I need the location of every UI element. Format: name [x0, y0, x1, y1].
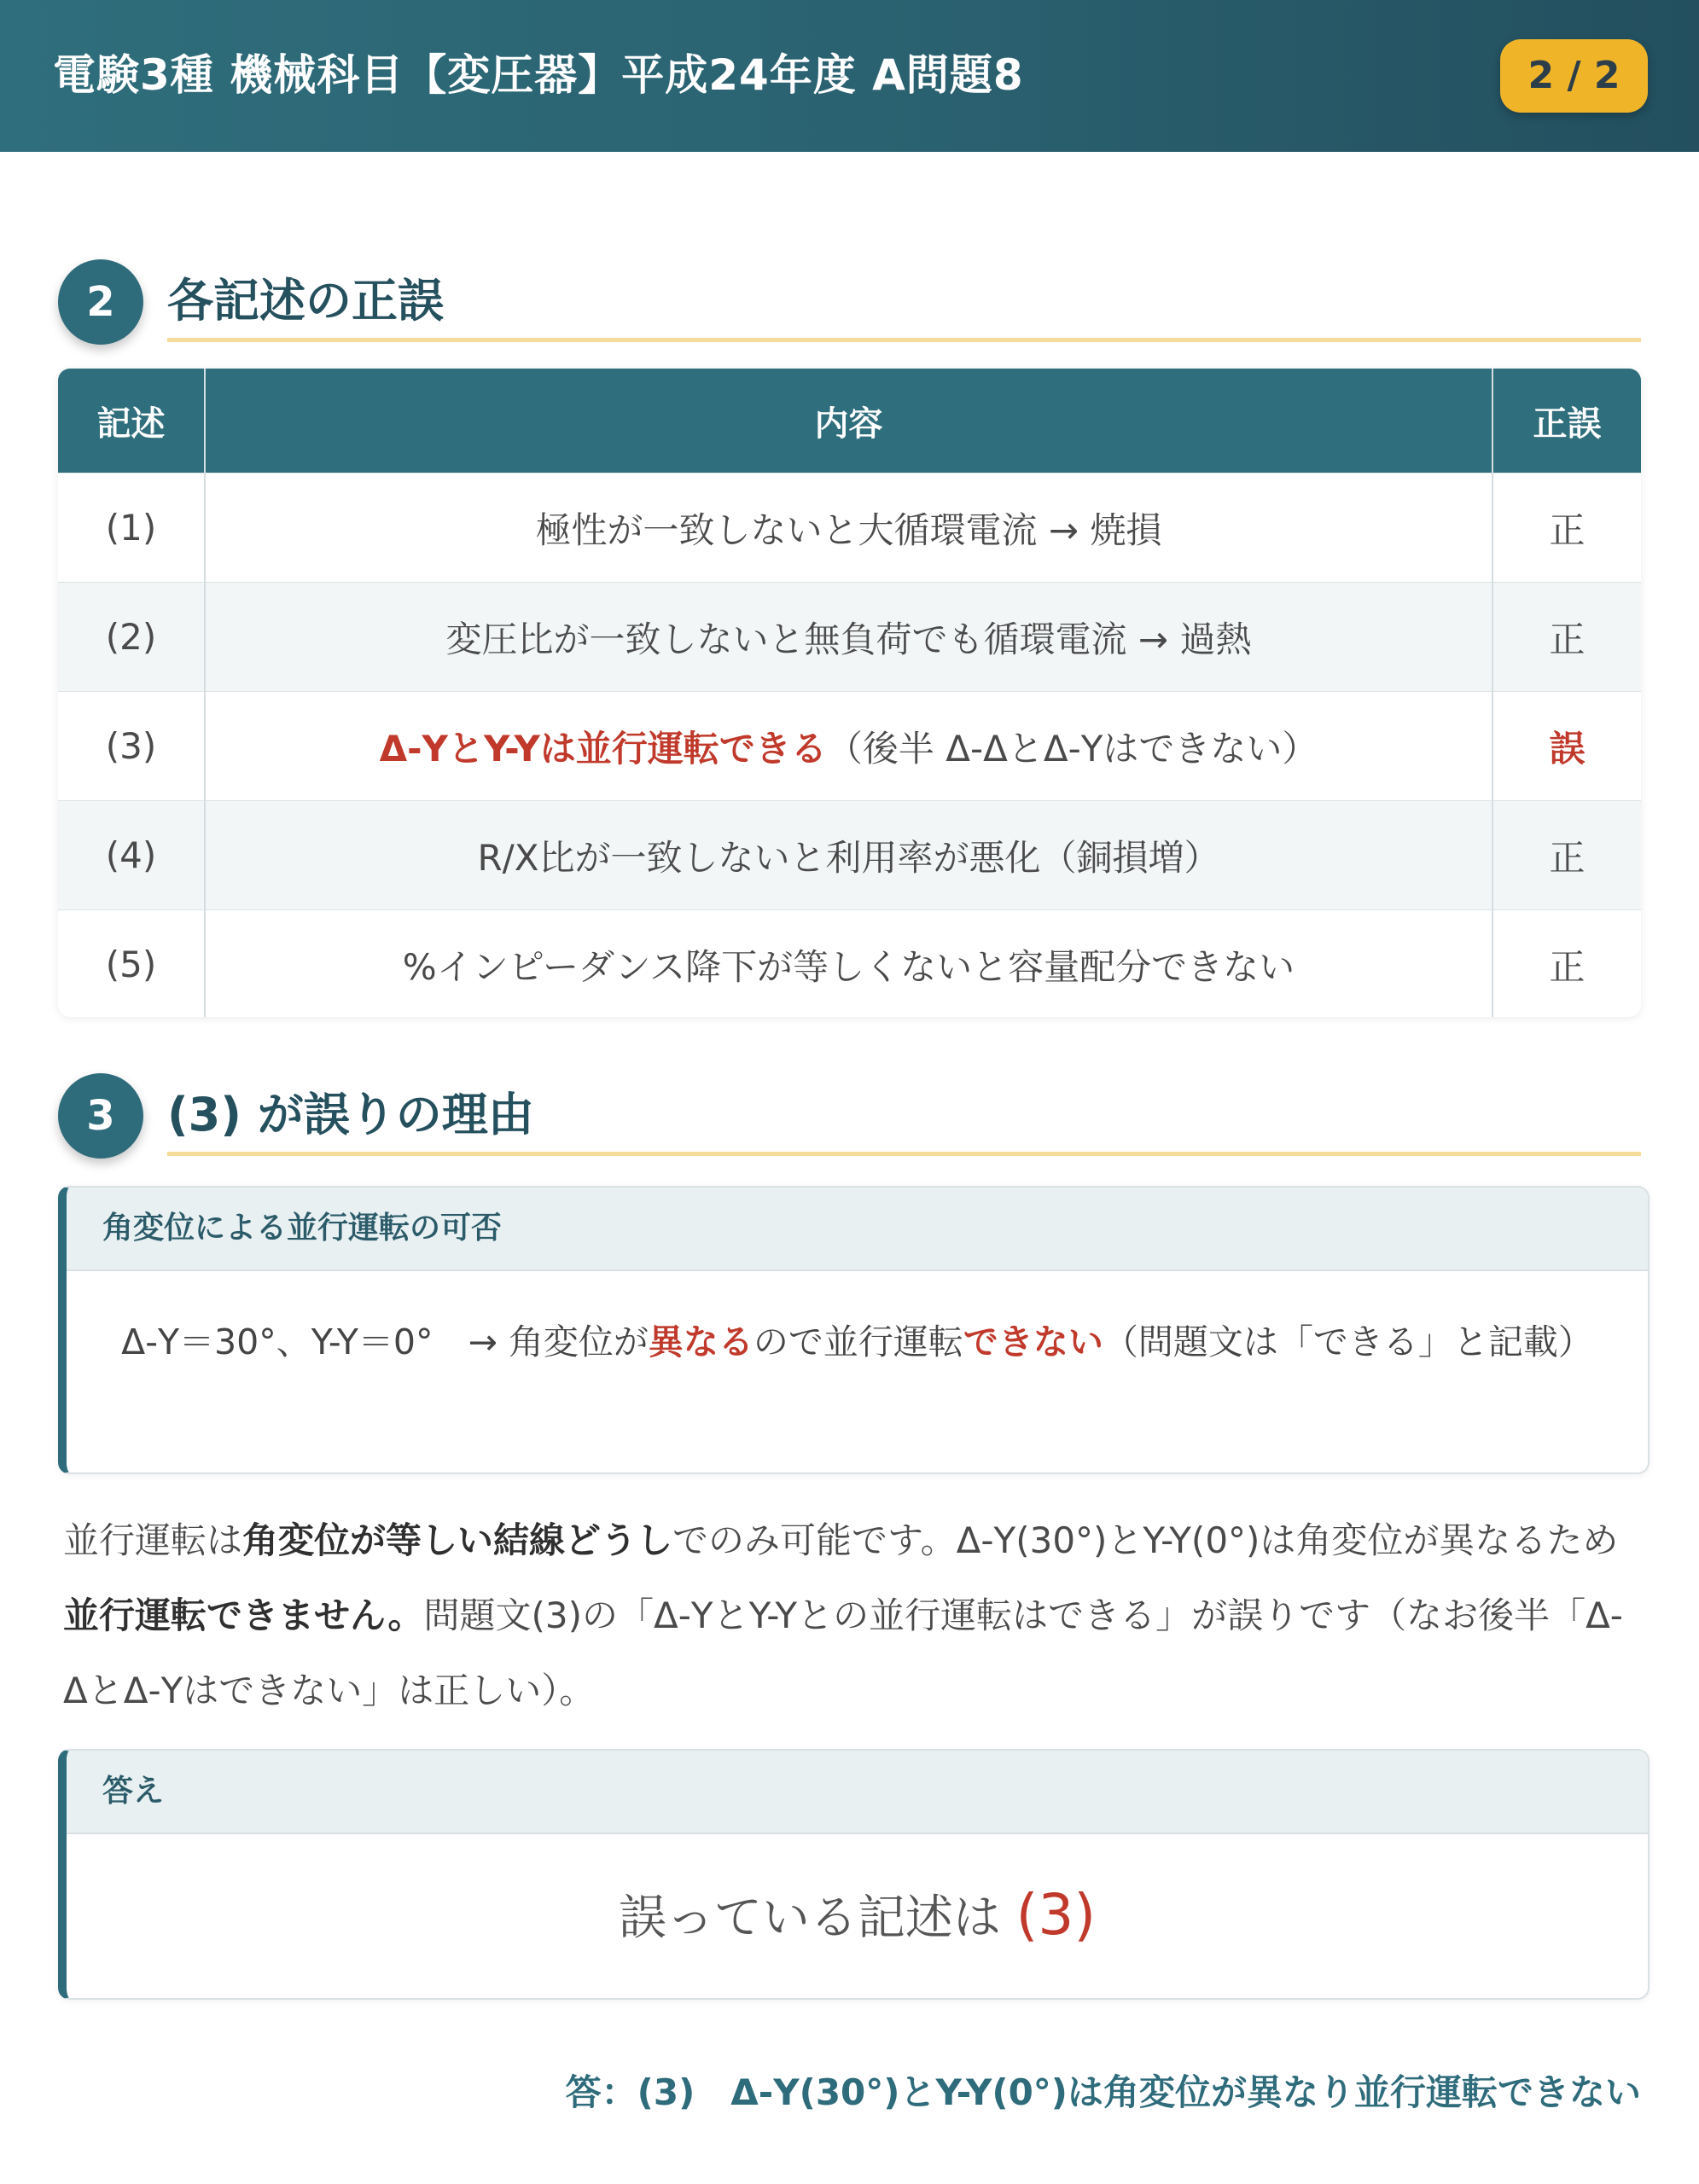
statement-content: %インピーダンス降下が等しくないと容量配分できない: [205, 910, 1492, 1018]
emphasis-text: 異なる: [648, 1321, 753, 1362]
phase-displacement-box: [58, 1186, 1650, 1474]
col-header-verdict: 正誤: [1492, 369, 1641, 473]
section-number-badge: 3: [58, 1073, 143, 1159]
statement-number: (2): [58, 583, 205, 692]
explanation-paragraph: [63, 1503, 1633, 1728]
statement-content: 極性が一致しないと大循環電流 → 焼損: [205, 473, 1492, 583]
bold-text: 角変位が等しい結線どうし: [242, 1519, 673, 1561]
page-title: 電験3種 機械科目【変圧器】平成24年度 A問題8: [53, 50, 1024, 100]
answer-text: 誤っている記述は: [618, 1891, 1016, 1946]
header-bar: [0, 0, 1699, 152]
section-divider: [167, 338, 1641, 342]
statement-verdict: 正: [1492, 910, 1641, 1018]
answer-body: [67, 1834, 1648, 1996]
box-body: [67, 1271, 1648, 1374]
statement-content: 変圧比が一致しないと無負荷でも循環電流 → 過熱: [205, 583, 1492, 692]
statement-emphasis: Δ-YとY-Yは並行運転できる: [379, 727, 827, 770]
section-3-heading: [58, 1073, 1641, 1167]
answer-box: [58, 1749, 1650, 2000]
statement-number: (5): [58, 910, 205, 1018]
statement-verdict: 正: [1492, 583, 1641, 692]
table-row: [58, 910, 1641, 1018]
box-text: Δ-Y＝30°、Y-Y＝0° → 角変位が: [121, 1321, 649, 1362]
section-divider: [167, 1152, 1641, 1156]
table-row: [58, 692, 1641, 801]
table-row: [58, 473, 1641, 583]
col-header-content: 内容: [205, 369, 1492, 473]
section-number-badge: 2: [58, 259, 143, 345]
box-heading: 角変位による並行運転の可否: [67, 1188, 1648, 1271]
page-counter-badge: 2 / 2: [1500, 39, 1648, 113]
section-2-heading: [58, 259, 1641, 353]
table-header-row: [58, 369, 1641, 473]
statement-number: (1): [58, 473, 205, 583]
box-heading: 答え: [67, 1751, 1648, 1834]
answer-number: (3): [1015, 1882, 1097, 1948]
paragraph-text: 問題文(3)の「Δ-YとY-Yとの並行運転はできる」が誤りです（なお後半「Δ-ΔとΔ-Yはできない」は正しい）。: [63, 1594, 1623, 1711]
paragraph-text: でのみ可能です。Δ-Y(30°)とY-Y(0°)は角変位が異なるため: [672, 1519, 1619, 1561]
statement-content: [205, 692, 1492, 801]
statement-number: (4): [58, 801, 205, 910]
box-text: ので並行運転: [753, 1321, 963, 1362]
statement-verdict: 正: [1492, 473, 1641, 583]
statement-note: （後半 Δ-ΔとΔ-Yはできない）: [826, 727, 1318, 770]
section-title: 各記述の正誤: [167, 274, 444, 328]
statement-content: R/X比が一致しないと利用率が悪化（銅損増）: [205, 801, 1492, 910]
statement-table: [58, 369, 1641, 1017]
bold-text: 並行運転できません。: [63, 1594, 424, 1636]
paragraph-text: 並行運転は: [63, 1519, 243, 1561]
final-answer: 答：(3) Δ-Y(30°)とY-Y(0°)は角変位が異なり並行運転できない: [565, 2071, 1641, 2113]
table-row: [58, 801, 1641, 910]
box-text: （問題文は「できる」と記載）: [1103, 1321, 1593, 1362]
statement-verdict: 正: [1492, 801, 1641, 910]
emphasis-text: できない: [963, 1321, 1103, 1362]
statement-verdict: 誤: [1492, 692, 1641, 801]
statement-number: (3): [58, 692, 205, 801]
section-title: (3) が誤りの理由: [167, 1088, 534, 1141]
col-header-statement: 記述: [58, 369, 205, 473]
table-row: [58, 583, 1641, 692]
